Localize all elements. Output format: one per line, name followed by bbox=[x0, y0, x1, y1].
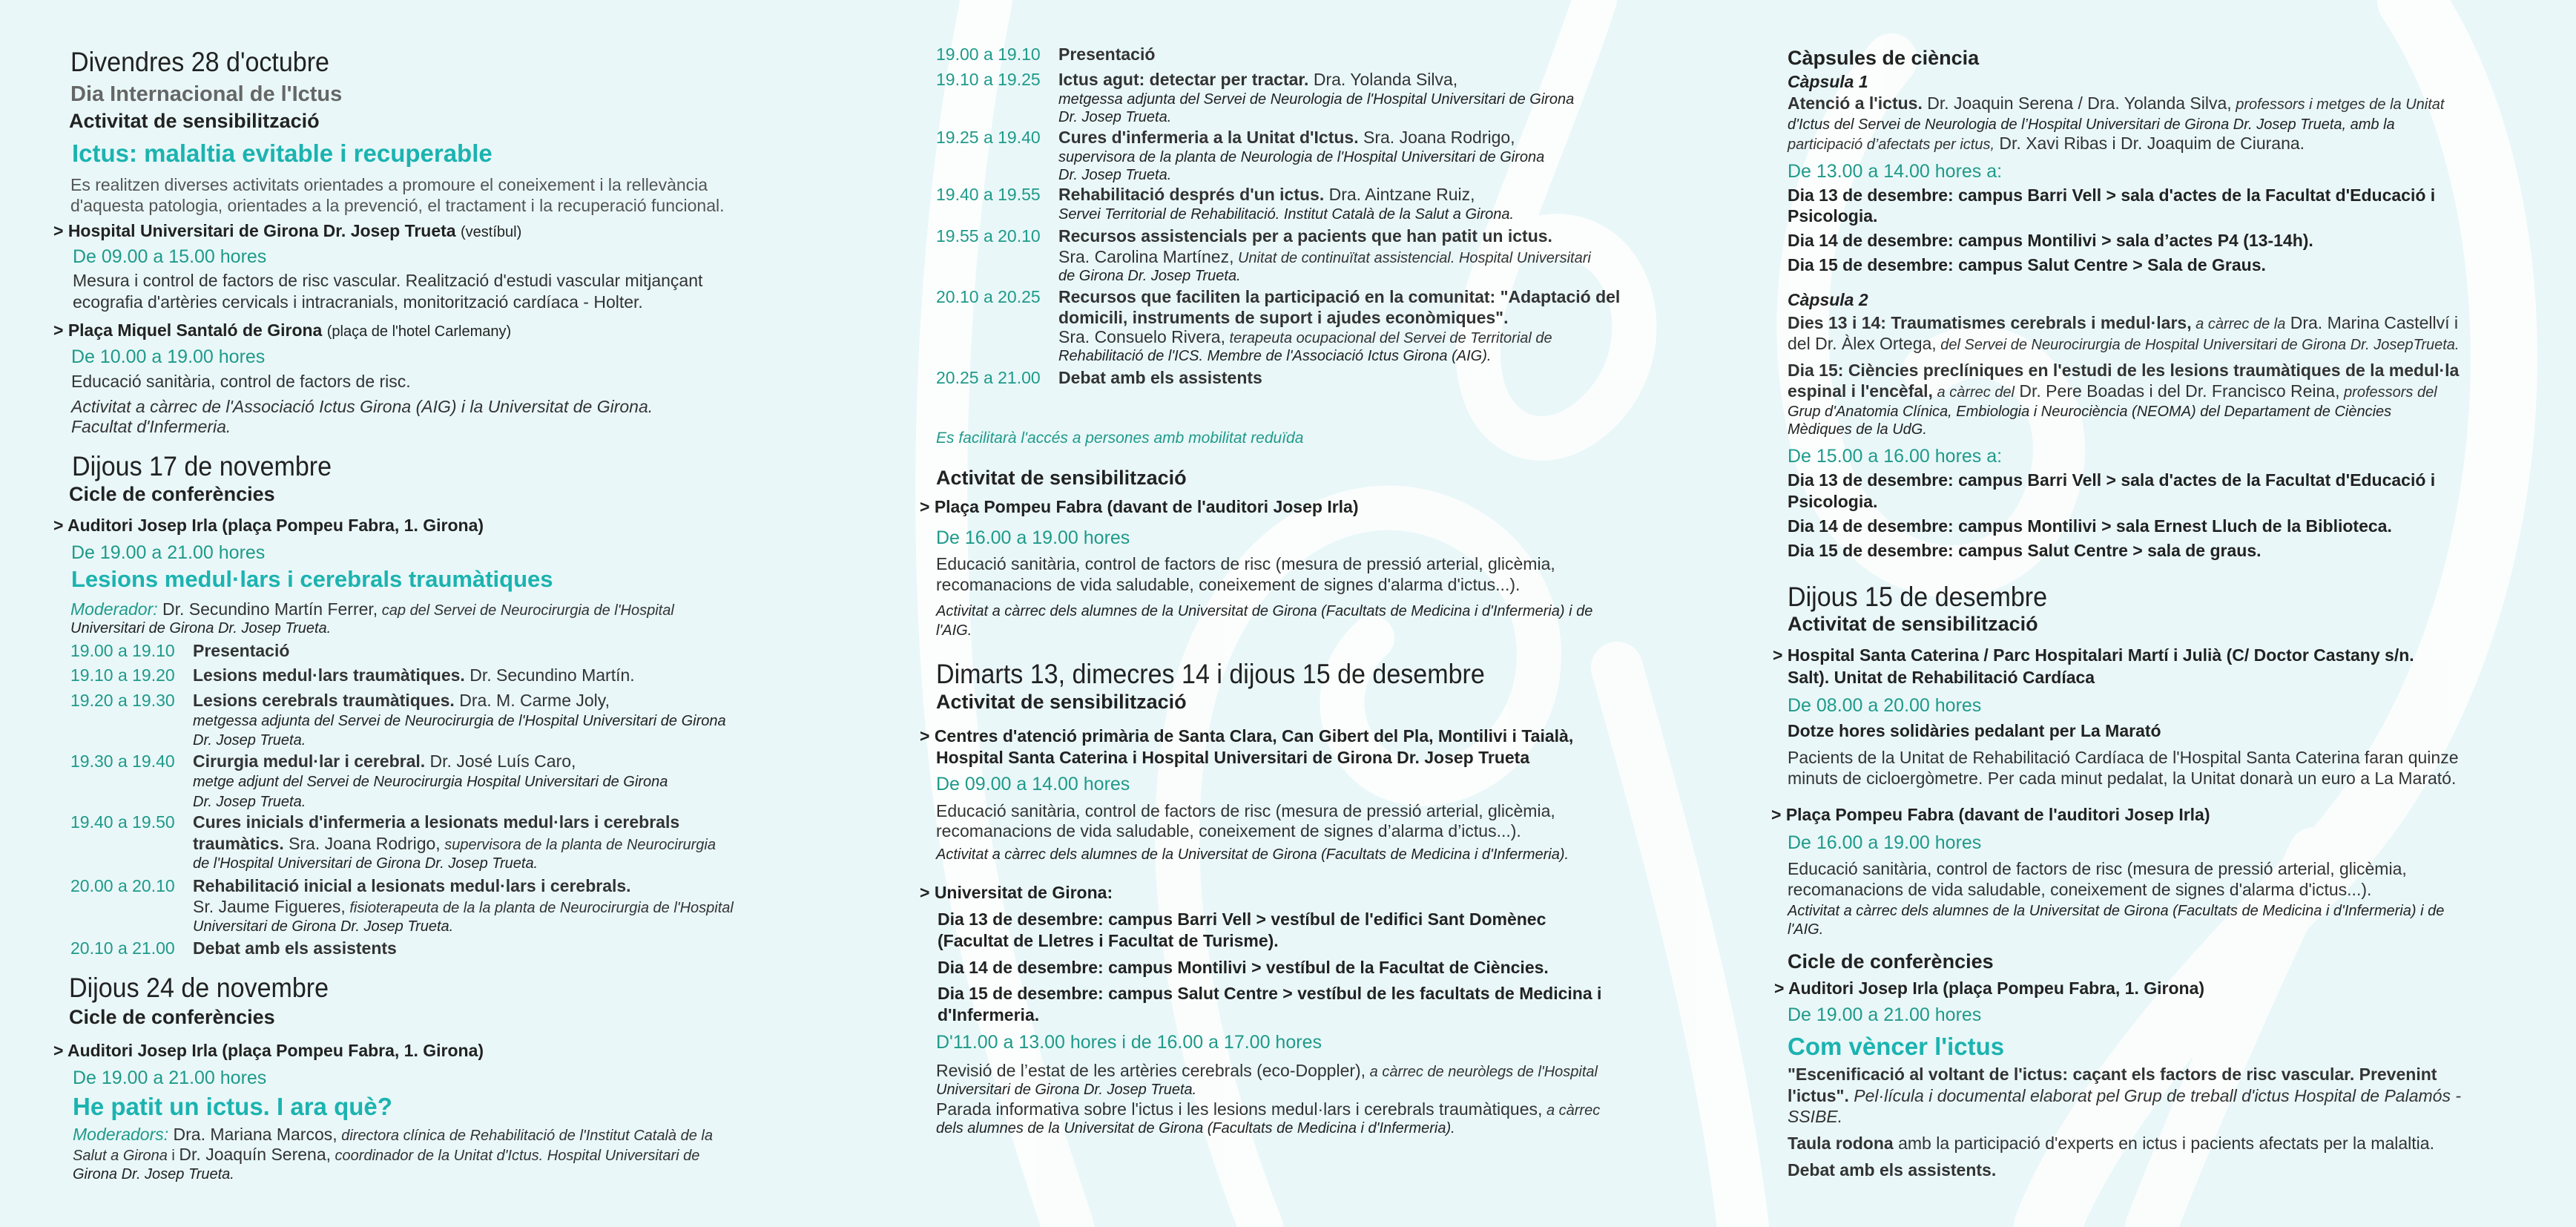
schedule-item bbox=[70, 753, 576, 770]
item-affiliation: supervisora de la planta de Neurocirurgia bbox=[440, 837, 716, 853]
item-time: 19.55 a 20.10 bbox=[936, 226, 1041, 246]
activity-heading: Activitat de sensibilització bbox=[69, 110, 320, 132]
location: > Hospital Santa Caterina / Parc Hospitalari Martí i Julià (C/ Doctor Castany s/n. bbox=[1773, 645, 2414, 665]
item-speaker: Dra. Yolanda Silva, bbox=[1308, 70, 1458, 89]
item-title: Debat amb els assistents bbox=[1058, 368, 1262, 387]
capsule-speakers: Dra. Marina Castellví i bbox=[2285, 313, 2458, 332]
campus-line: d'Infermeria. bbox=[938, 1005, 1040, 1024]
capsule-affiliation: del Servei de Neurocirurgia de Hospital Universitari de Girona Dr. JosepTrueta. bbox=[1936, 337, 2460, 353]
location: > Plaça Pompeu Fabra (davant de l'auditori Josep Irla) bbox=[920, 497, 1359, 516]
moderator-role: cap del Servei de Neurocirurgia de l'Hospital bbox=[378, 602, 674, 619]
hours: De 19.00 a 21.00 hores bbox=[71, 542, 266, 563]
moderator-name: Dr. Secundino Martín Ferrer, bbox=[157, 599, 378, 619]
text-line: minuts de cicloergòmetre. Per cada minut pedalat, la Unitat donarà un euro a La Marató. bbox=[1788, 769, 2457, 788]
capsule-text bbox=[1788, 315, 2458, 332]
text-line bbox=[936, 1101, 1600, 1118]
item-title: traumàtics. bbox=[193, 834, 284, 853]
hours: De 16.00 a 19.00 hores bbox=[936, 527, 1130, 548]
location: > Plaça Pompeu Fabra (davant de l'auditori Josep Irla) bbox=[1771, 805, 2210, 824]
schedule-item bbox=[936, 289, 1620, 306]
text-normal: Parada informativa sobre l'ictus i les lesions medul·lars i cerebrals traumàtiques, bbox=[936, 1099, 1543, 1119]
film-title: "Escenificació al voltant de l'ictus: caçant els factors de risc vascular. Prevenint bbox=[1788, 1065, 2437, 1084]
location: > Auditori Josep Irla (plaça Pompeu Fabra, 1. Girona) bbox=[53, 1041, 484, 1060]
event-name: Dotze hores solidàries pedalant per La Marató bbox=[1788, 721, 2161, 740]
item-time: 19.00 a 19.10 bbox=[936, 45, 1041, 64]
capsule-speakers: del Dr. Àlex Ortega, bbox=[1788, 334, 1937, 353]
capsule-title: Dies 13 i 14: Traumatismes cerebrals i medul·lars, bbox=[1788, 313, 2192, 332]
cycle-heading: Cicle de conferències bbox=[69, 1006, 275, 1028]
schedule-item bbox=[70, 940, 397, 957]
item-time: 20.10 a 21.00 bbox=[70, 938, 175, 958]
item-time: 20.00 a 20.10 bbox=[70, 876, 175, 895]
schedule-item bbox=[936, 186, 1475, 203]
note-line: Activitat a càrrec dels alumnes de la Universitat de Girona (Facultats de Medicina i d'Infermeria). bbox=[936, 846, 1569, 863]
item-title: Cirurgia medul·lar i cerebral. bbox=[193, 751, 426, 771]
capsule-affiliation: a càrrec del bbox=[1932, 384, 2015, 401]
campus-line: Dia 13 de desembre: campus Barri Vell > vestíbul de l'edifici Sant Domènec bbox=[938, 909, 1546, 929]
text-italic: a càrrec de neuròlegs de l'Hospital bbox=[1366, 1064, 1598, 1080]
text-line: recomanacions de vida saludable, coneixement de signes d'alarma d'ictus...). bbox=[1788, 880, 2372, 899]
item-affiliation: supervisora de la planta de Neurologia de l'Hospital Universitari de Girona bbox=[1058, 149, 1545, 165]
capsule-text bbox=[1788, 95, 2444, 112]
item-time: 19.20 a 19.30 bbox=[70, 691, 175, 710]
schedule-item bbox=[936, 228, 1552, 245]
item-speaker: Sra. Joana Rodrigo, bbox=[283, 834, 441, 853]
capsule-affiliation: Mèdiques de la UdG. bbox=[1788, 421, 1927, 438]
item-affiliation: Universitari de Girona Dr. Josep Trueta. bbox=[193, 918, 454, 935]
item-time: 19.10 a 19.20 bbox=[70, 665, 175, 685]
item-speaker: Sra. Joana Rodrigo, bbox=[1358, 128, 1515, 147]
item-time: 20.25 a 21.00 bbox=[936, 368, 1041, 387]
capsule-text bbox=[1788, 135, 2305, 152]
item-affiliation: Servei Territorial de Rehabilitació. Institut Català de la Salut a Girona. bbox=[1058, 206, 1515, 223]
item-speaker-line bbox=[1058, 329, 1552, 346]
hours: De 08.00 a 20.00 hores bbox=[1788, 695, 1982, 716]
item-affiliation: Dr. Josep Trueta. bbox=[193, 732, 306, 749]
capsule-title: Atenció a l'ictus. bbox=[1788, 93, 1923, 113]
item-title: Recursos que faciliten la participació en la comunitat: "Adaptació del bbox=[1058, 287, 1621, 306]
hours: De 16.00 a 19.00 hores bbox=[1788, 832, 1982, 853]
item-title: Rehabilitació després d'un ictus. bbox=[1058, 185, 1325, 204]
campus-line: Dia 15 de desembre: campus Salut Centre > vestíbul de les facultats de Medicina i bbox=[938, 984, 1602, 1003]
moderator-role: directora clínica de Rehabilitació de l'Institut Català de la bbox=[337, 1128, 713, 1144]
moderator-name: Dr. Joaquín Serena, bbox=[179, 1145, 331, 1164]
item-speaker: Dra. Aintzane Ruiz, bbox=[1324, 185, 1475, 204]
note-line: l'AIG. bbox=[1788, 921, 1824, 938]
location: > Centres d'atenció primària de Santa Clara, Can Gibert del Pla, Montilivi i Taialà, bbox=[920, 726, 1574, 746]
capsule-label: Càpsula 2 bbox=[1788, 290, 1868, 309]
text-line bbox=[936, 1062, 1598, 1079]
text-italic: a càrrec bbox=[1542, 1102, 1601, 1119]
capsule-affiliation: professors i metges de la Unitat bbox=[2231, 96, 2445, 113]
schedule-item bbox=[70, 667, 635, 684]
item-title: Cures inicials d'infermeria a lesionats medul·lars i cerebrals bbox=[193, 812, 680, 832]
cycle-heading: Cicle de conferències bbox=[69, 483, 275, 505]
location: Salt). Unitat de Rehabilitació Cardíaca bbox=[1788, 668, 2095, 687]
capsule-affiliation: Grup d'Anatomia Clínica, Embiologia i Neurociència (NEOMA) del Departament de Ciències bbox=[1788, 404, 2392, 420]
event-title: He patit un ictus. I ara què? bbox=[73, 1093, 392, 1120]
day-heading: Dijous 17 de novembre bbox=[72, 451, 332, 481]
moderator-role: coordinador de la Unitat d'Ictus. Hospital Universitari de bbox=[331, 1148, 700, 1164]
text-line: recomanacions de vida saludable, coneixement de signes d’alarma d’ictus...). bbox=[936, 821, 1521, 841]
item-speaker: Sr. Jaume Figueres, bbox=[193, 897, 346, 916]
subtitle: Dia Internacional de l'Ictus bbox=[70, 82, 343, 106]
item-affiliation: Dr. Josep Trueta. bbox=[193, 794, 306, 810]
item-time: 19.30 a 19.40 bbox=[70, 751, 175, 771]
hours: De 19.00 a 21.00 hores bbox=[1788, 1004, 1982, 1025]
item-title: Lesions cerebrals traumàtiques. bbox=[193, 691, 455, 710]
item-affiliation: metgessa adjunta del Servei de Neurocirurgia de l'Hospital Universitari de Girona bbox=[193, 713, 726, 729]
moderator-label: Moderadors: bbox=[73, 1125, 169, 1144]
item-speaker: Dr. José Luís Caro, bbox=[425, 751, 576, 771]
moderator-role: Salut a Girona bbox=[73, 1148, 168, 1164]
item-title: Lesions medul·lars traumàtiques. bbox=[193, 665, 465, 685]
item-time: 19.40 a 19.50 bbox=[70, 812, 175, 832]
text-italic: Universitari de Girona Dr. Josep Trueta. bbox=[936, 1082, 1197, 1098]
campus-line: Dia 15 de desembre: campus Salut Centre > sala de graus. bbox=[1788, 541, 2262, 560]
text-line: Educació sanitària, control de factors de risc (mesura de pressió arterial, glicèmia, bbox=[936, 801, 1555, 820]
item-affiliation: de l'Hospital Universitari de Girona Dr. Josep Trueta. bbox=[193, 855, 538, 872]
text-line: recomanacions de vida saludable, coneixement de signes d'alarma d'ictus...). bbox=[936, 575, 1521, 594]
item-title: Debat amb els assistents bbox=[193, 938, 397, 958]
location: > Universitat de Girona: bbox=[920, 883, 1113, 902]
location-note: (plaça de l'hotel Carlemany) bbox=[326, 323, 512, 340]
description-line: d'aquesta patologia, orientades a la prevenció, el tractament i la recuperació funcional. bbox=[70, 196, 725, 215]
item-speaker-line bbox=[1058, 249, 1591, 266]
text-normal: Revisió de l’estat de les artèries cerebrals (eco-Doppler), bbox=[936, 1061, 1366, 1080]
note-line: l'AIG. bbox=[936, 622, 972, 639]
capsules-heading: Càpsules de ciència bbox=[1788, 47, 1980, 69]
item-title: Rehabilitació inicial a lesionats medul·lars i cerebrals. bbox=[193, 876, 631, 895]
hours: De 19.00 a 21.00 hores bbox=[73, 1068, 267, 1088]
campus-line: Dia 13 de desembre: campus Barri Vell > sala d'actes de la Facultat d'Educació i bbox=[1788, 185, 2436, 205]
capsule-label: Càpsula 1 bbox=[1788, 72, 1868, 91]
moderator-label: Moderador: bbox=[70, 599, 158, 619]
item-time: 19.10 a 19.25 bbox=[936, 70, 1041, 89]
capsule-speakers: Dr. Joaquin Serena / Dra. Yolanda Silva, bbox=[1922, 93, 2232, 113]
round-table-label: Taula rodona bbox=[1788, 1134, 1894, 1153]
text-line: Educació sanitària, control de factors de risc. bbox=[71, 372, 411, 391]
item-affiliation: fisioterapeuta de la la planta de Neurocirurgia de l'Hospital bbox=[345, 900, 734, 916]
round-table bbox=[1788, 1135, 2434, 1152]
capsule-title: Dia 15: Ciències preclíniques en l'estudi de les lesions traumàtiques de la medul·la bbox=[1788, 361, 2460, 380]
item-affiliation: Dr. Josep Trueta. bbox=[1058, 109, 1172, 125]
moderator-name: Dra. Mariana Marcos, bbox=[168, 1125, 337, 1144]
location bbox=[53, 322, 511, 339]
debate-line: Debat amb els assistents. bbox=[1788, 1160, 1997, 1180]
item-affiliation: metgessa adjunta del Servei de Neurologia de l'Hospital Universitari de Girona bbox=[1058, 91, 1575, 108]
note-line: Activitat a càrrec de l'Associació Ictus Girona (AIG) i la Universitat de Girona. bbox=[71, 397, 653, 416]
capsule-affiliation: professors del bbox=[2339, 384, 2437, 401]
item-time: 19.00 a 19.10 bbox=[70, 641, 175, 660]
text-line: Educació sanitària, control de factors de risc (mesura de pressió arterial, glicèmia, bbox=[1788, 859, 2407, 878]
note-line: Activitat a càrrec dels alumnes de la Universitat de Girona (Facultats de Medicina i d'Infermeria) i de bbox=[1788, 903, 2445, 919]
film-line bbox=[1788, 1088, 2461, 1105]
campus-line: Dia 14 de desembre: campus Montilivi > sala Ernest Lluch de la Biblioteca. bbox=[1788, 516, 2392, 536]
schedule-item bbox=[936, 46, 1155, 63]
film-credit: SSIBE. bbox=[1788, 1107, 1843, 1126]
text-line: Pacients de la Unitat de Rehabilitació Cardíaca de l'Hospital Santa Caterina faran quinze bbox=[1788, 748, 2459, 767]
item-speaker: Sra. Carolina Martínez, bbox=[1058, 247, 1234, 266]
event-title: Lesions medul·lars i cerebrals traumàtiques bbox=[71, 566, 553, 592]
moderator-role: Girona Dr. Josep Trueta. bbox=[73, 1166, 234, 1182]
capsule-affiliation: a càrrec de la bbox=[2191, 316, 2286, 332]
item-title: Recursos assistencials per a pacients que han patit un ictus. bbox=[1058, 226, 1552, 246]
item-title: Cures d'infermeria a la Unitat d'Ictus. bbox=[1058, 128, 1359, 147]
capsule-affiliation: participació d’afectats per ictus, bbox=[1788, 136, 1995, 153]
moderator bbox=[73, 1146, 699, 1163]
moderator-role: Universitari de Girona Dr. Josep Trueta. bbox=[70, 620, 332, 636]
day-heading: Divendres 28 d'octubre bbox=[70, 47, 329, 77]
item-affiliation: Unitat de continuïtat assistencial. Hospital Universitari bbox=[1233, 250, 1591, 266]
moderator bbox=[73, 1126, 713, 1143]
text-line: Educació sanitària, control de factors de risc (mesura de pressió arterial, glicèmia, bbox=[936, 554, 1555, 573]
event-title: Com vèncer l'ictus bbox=[1788, 1033, 2005, 1060]
location: > Auditori Josep Irla (plaça Pompeu Fabra, 1. Girona) bbox=[53, 516, 484, 535]
capsule-affiliation: d'Ictus del Servei de Neurologia de l’Hospital Universitari de Girona Dr. Josep Trueta, amb la bbox=[1788, 116, 2395, 133]
item-affiliation: Rehabilitació de l'ICS. Membre de l'Associació Ictus Girona (AIG). bbox=[1058, 348, 1492, 364]
item-time: 19.40 a 19.55 bbox=[936, 185, 1041, 204]
item-speaker: Dr. Secundino Martín. bbox=[464, 665, 635, 685]
cycle-heading: Cicle de conferències bbox=[1788, 950, 1994, 973]
hours: De 10.00 a 19.00 hores bbox=[71, 346, 266, 367]
hours: De 09.00 a 14.00 hores bbox=[936, 774, 1130, 795]
capsule-text bbox=[1788, 335, 2459, 352]
capsule-speakers: Dr. Pere Boadas i del Dr. Francisco Reina, bbox=[2015, 381, 2340, 401]
schedule-item bbox=[936, 129, 1515, 146]
item-affiliation: Dr. Josep Trueta. bbox=[1058, 167, 1172, 183]
film-title: l'ictus". bbox=[1788, 1086, 1849, 1105]
location bbox=[53, 223, 521, 240]
location-name: > Hospital Universitari de Girona Dr. Josep Trueta bbox=[53, 221, 456, 240]
description-line: Es realitzen diverses activitats orientades a promoure el coneixement i la rellevància bbox=[70, 175, 708, 194]
location-note: (vestíbul) bbox=[460, 224, 522, 240]
capsule-text bbox=[1788, 383, 2437, 400]
capsule-title: espinal i l'encèfal, bbox=[1788, 381, 1933, 401]
schedule-item bbox=[70, 642, 289, 659]
note-line: Facultat d'Infermeria. bbox=[71, 417, 231, 436]
event-title: Ictus: malaltia evitable i recuperable bbox=[72, 139, 493, 167]
item-speaker: Dra. M. Carme Joly, bbox=[454, 691, 610, 710]
item-speaker-line bbox=[193, 898, 734, 915]
location-name: > Plaça Miquel Santaló de Girona bbox=[53, 320, 323, 340]
item-title: Ictus agut: detectar per tractar. bbox=[1058, 70, 1309, 89]
text-line: ecografia d'artèries cervicals i intracranials, monitorització cardíaca - Holter. bbox=[73, 292, 643, 312]
item-time: 19.25 a 19.40 bbox=[936, 128, 1041, 147]
campus-line: Psicologia. bbox=[1788, 206, 1878, 226]
item-time: 20.10 a 20.25 bbox=[936, 287, 1041, 306]
activity-heading: Activitat de sensibilització bbox=[936, 691, 1187, 713]
hours: De 15.00 a 16.00 hores a: bbox=[1788, 446, 2003, 467]
capsule-speakers: Dr. Xavi Ribas i Dr. Joaquim de Ciurana. bbox=[1994, 134, 2305, 153]
schedule-item bbox=[70, 692, 610, 709]
campus-line: Dia 15 de desembre: campus Salut Centre > Sala de Graus. bbox=[1788, 255, 2266, 274]
item-affiliation: de Girona Dr. Josep Trueta. bbox=[1058, 268, 1241, 284]
item-affiliation: metge adjunt del Servei de Neurocirurgia Hospital Universitari de Girona bbox=[193, 774, 668, 790]
item-affiliation: terapeuta ocupacional del Servei de Territorial de bbox=[1225, 330, 1552, 346]
location: > Auditori Josep Irla (plaça Pompeu Fabra, 1. Girona) bbox=[1774, 978, 2205, 998]
moderator bbox=[70, 601, 674, 618]
campus-line: Dia 14 de desembre: campus Montilivi > vestíbul de la Facultat de Ciències. bbox=[938, 958, 1549, 977]
day-heading: Dijous 24 de novembre bbox=[69, 973, 329, 1003]
film-credit: Pel·lícula i documental elaborat pel Grup de treball d'ictus Hospital de Palamós - bbox=[1848, 1086, 2461, 1105]
conjunction: i bbox=[167, 1148, 179, 1164]
item-speaker-line bbox=[193, 835, 716, 852]
item-title: Presentació bbox=[1058, 45, 1156, 64]
text-italic: dels alumnes de la Universitat de Girona (Facultats de Medicina i d'Infermeria). bbox=[936, 1120, 1455, 1136]
item-speaker: Sra. Consuelo Rivera, bbox=[1058, 327, 1225, 346]
text-line: Mesura i control de factors de risc vascular. Realització d'estudi vascular mitjançant bbox=[73, 271, 703, 290]
campus-line: (Facultat de Lletres i Facultat de Turisme). bbox=[938, 931, 1279, 950]
campus-line: Dia 13 de desembre: campus Barri Vell > sala d'actes de la Facultat d'Educació i bbox=[1788, 470, 2436, 490]
hours: De 13.00 a 14.00 hores a: bbox=[1788, 161, 2003, 182]
hours: De 09.00 a 15.00 hores bbox=[73, 246, 267, 267]
activity-heading: Activitat de sensibilització bbox=[1788, 613, 2038, 635]
note-line: Activitat a càrrec dels alumnes de la Universitat de Girona (Facultats de Medicina i d'Infermeria) i de bbox=[936, 603, 1593, 619]
day-heading: Dijous 15 de desembre bbox=[1788, 582, 2048, 612]
schedule-item bbox=[936, 369, 1262, 386]
access-note: Es facilitarà l'accés a persones amb mobilitat reduïda bbox=[936, 430, 1304, 447]
location: Hospital Santa Caterina i Hospital Universitari de Girona Dr. Josep Trueta bbox=[936, 748, 1530, 767]
item-title: domicili, instruments de suport i ajudes econòmiques". bbox=[1058, 308, 1509, 327]
campus-line: Dia 14 de desembre: campus Montilivi > sala d’actes P4 (13-14h). bbox=[1788, 231, 2313, 250]
schedule-item bbox=[936, 71, 1457, 88]
schedule-item bbox=[70, 814, 679, 831]
round-table-text: amb la participació d'experts en ictus i pacients afectats per la malaltia. bbox=[1893, 1134, 2434, 1153]
activity-heading: Activitat de sensibilització bbox=[936, 467, 1187, 489]
hours: D'11.00 a 13.00 hores i de 16.00 a 17.00 hores bbox=[936, 1032, 1322, 1053]
day-heading: Dimarts 13, dimecres 14 i dijous 15 de desembre bbox=[936, 659, 1485, 689]
campus-line: Psicologia. bbox=[1788, 492, 1878, 511]
item-title: Presentació bbox=[193, 641, 290, 660]
schedule-item bbox=[70, 878, 631, 895]
